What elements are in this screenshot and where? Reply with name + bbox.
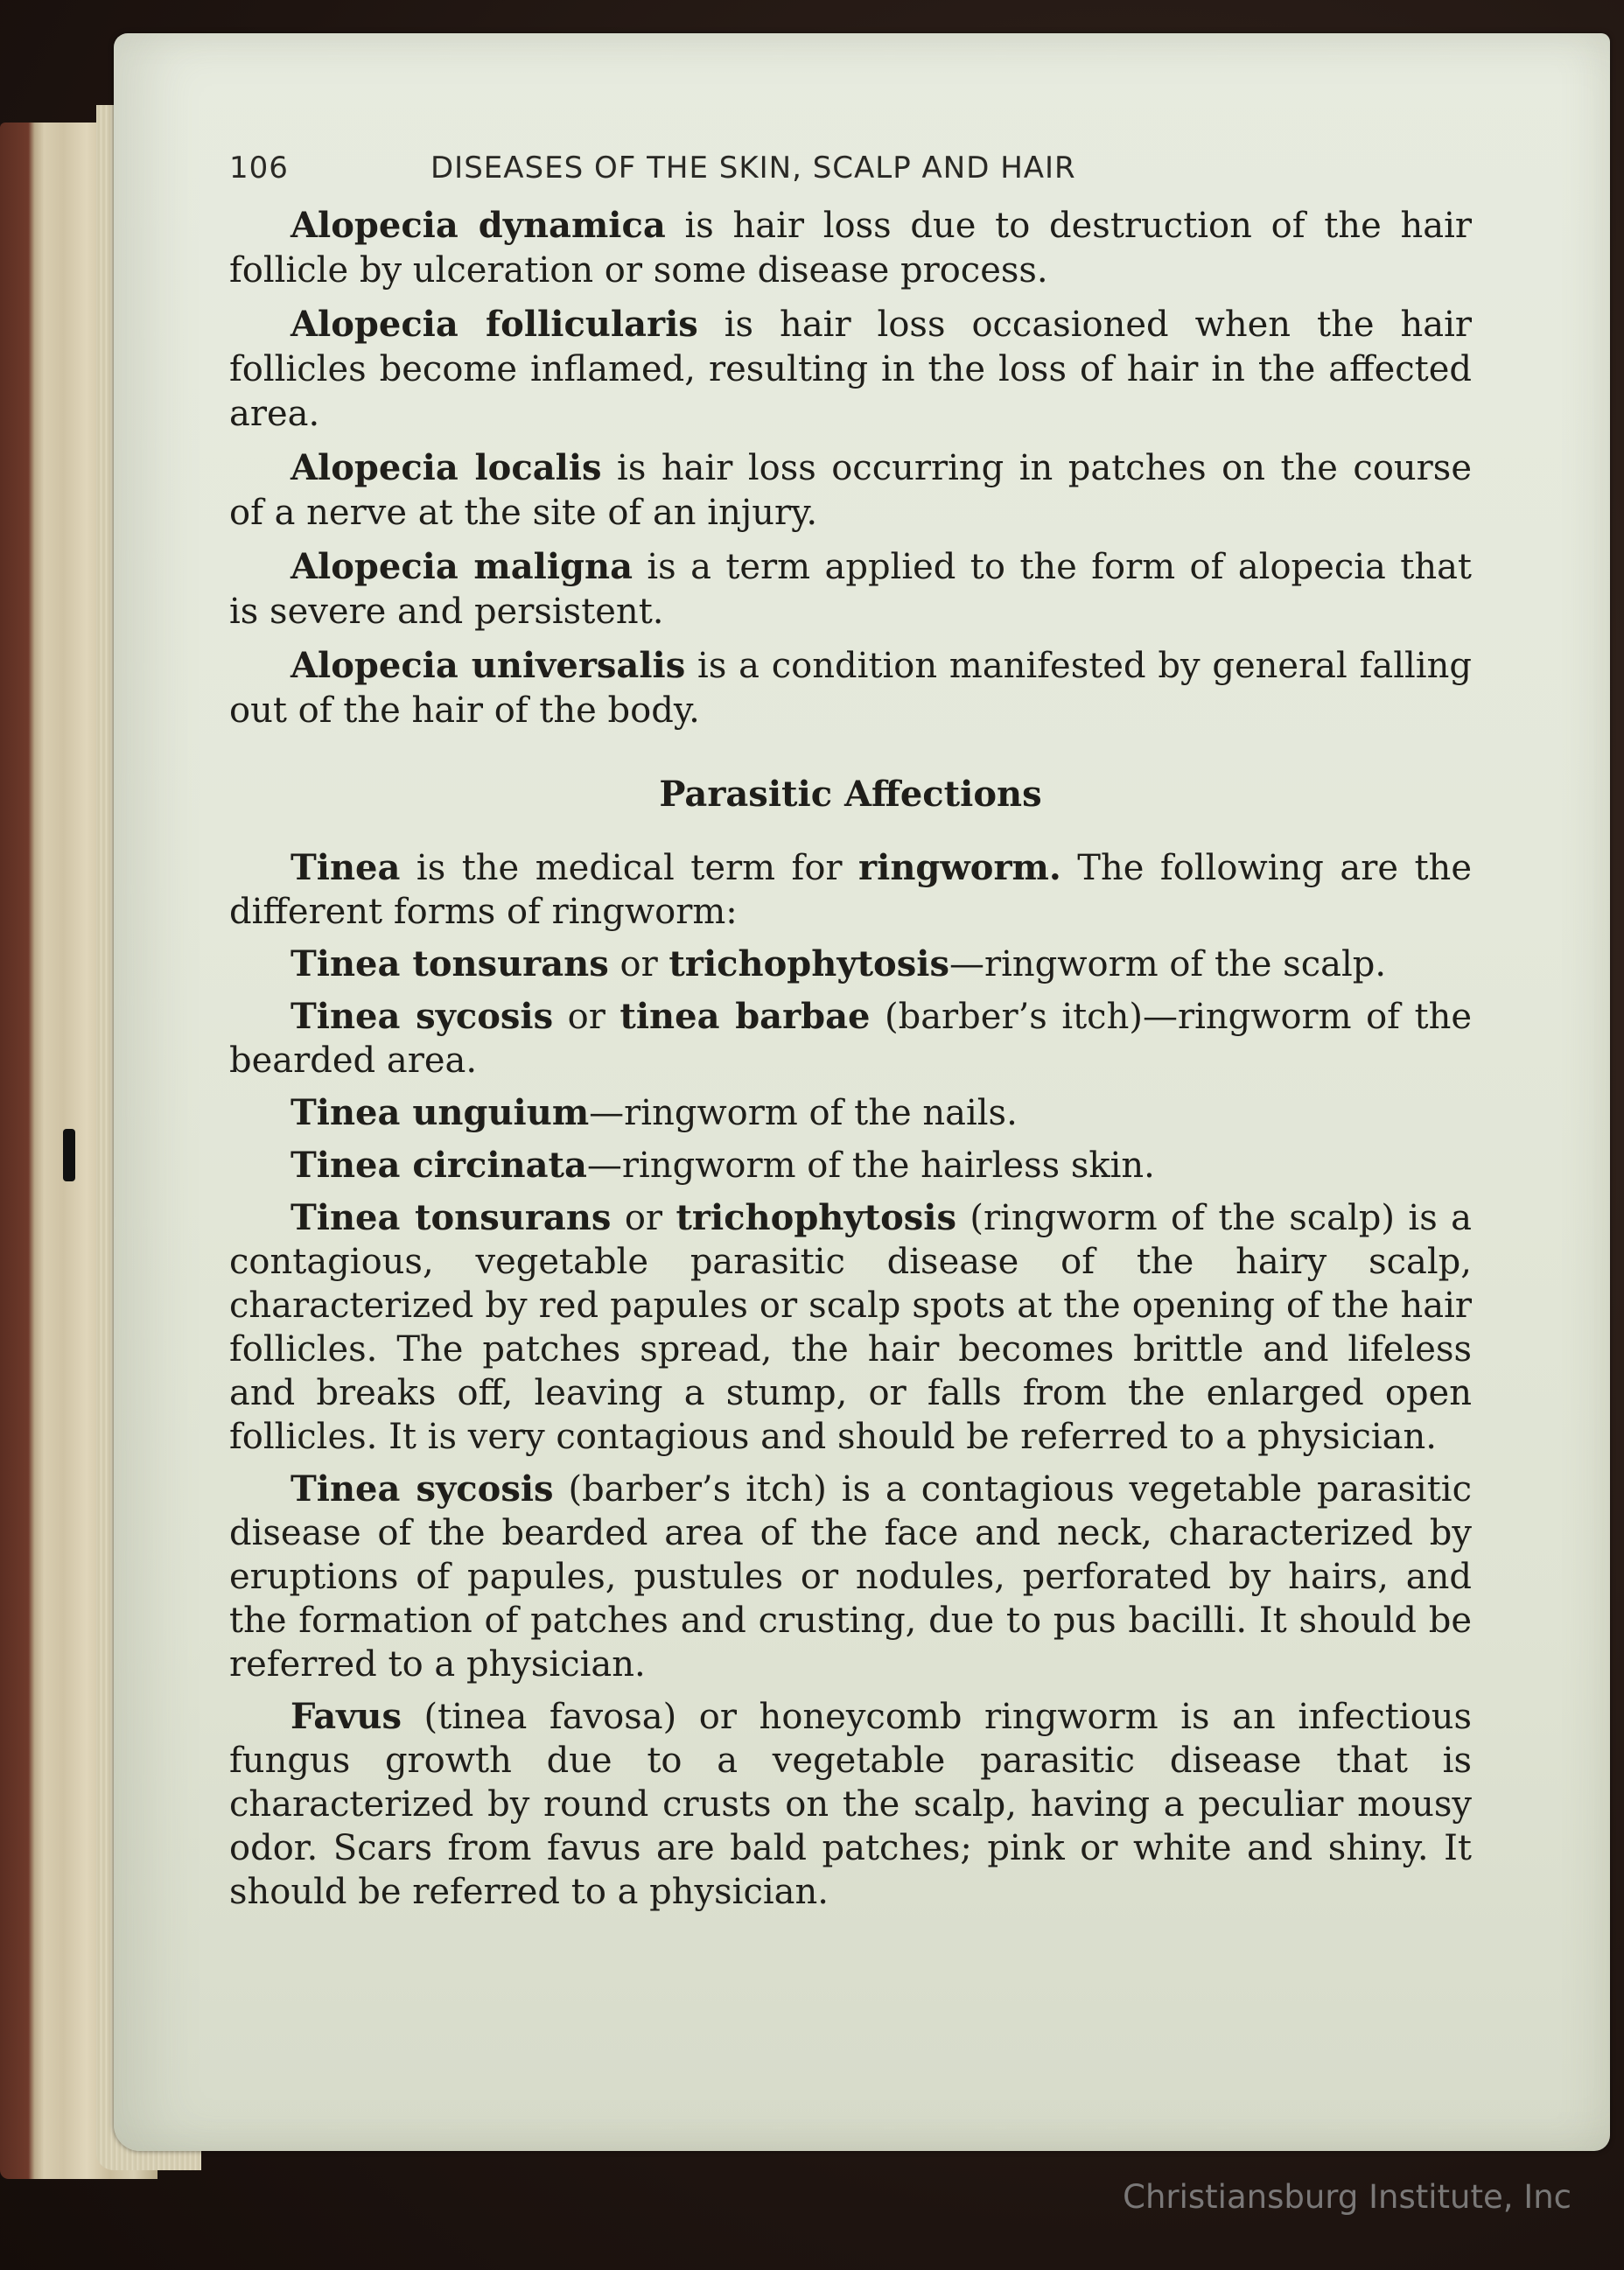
paragraph-form-tonsurans: Tinea tonsurans or trichophytosis—ringworm of the scalp. [290, 943, 1387, 984]
paragraph-alopecia-universalis: Alopecia universalis is a condition manifested by general falling out of the hair of the body. [229, 645, 1472, 731]
paragraph-detail-tonsurans: Tinea tonsurans or trichophytosis (ringworm of the scalp) is a contagious, vegetable parasitic disease of the hairy scalp, characterized by red papules or scalp spots at the opening of the hair follicles. The patches spread, the hair becomes brittle and lifeless and breaks off, leaving a stump, or falls from the enlarged open follicles. It is very contagious and should be referred to a physician. [229, 1197, 1472, 1457]
paragraph-detail-favus: Favus (tinea favosa) or honeycomb ringworm is an infectious fungus growth due to a vegetable parasitic disease that is characterized by round crusts on the scalp, having a peculiar mousy odor. Scars from favus are bald patches; pink or white and shiny. It should be referred to a physician. [229, 1696, 1472, 1912]
paragraph-form-unguium: Tinea unguium—ringworm of the nails. [290, 1092, 1018, 1133]
paragraph-alopecia-maligna: Alopecia maligna is a term applied to the form of alopecia that is severe and persistent. [229, 546, 1473, 632]
paragraph-tinea-intro: Tinea is the medical term for ringworm. The following are the different forms of ringworm: [229, 847, 1472, 932]
page-text [229, 151, 1472, 1923]
running-title: DISEASES OF THE SKIN, SCALP AND HAIR [430, 151, 1076, 186]
section-heading: Parasitic Affections [659, 774, 1042, 815]
parasitic-section [229, 846, 1472, 1914]
page-number: 106 [229, 151, 289, 186]
running-head [229, 151, 1472, 186]
paragraph-detail-sycosis: Tinea sycosis (barber’s itch) is a contagious vegetable parasitic disease of the bearded area of the face and neck, characterized by eruptions of papules, pustules or nodules, perforated by hairs, and the formation of patches and crusting, due to pus bacilli. It should be referred to a physician. [229, 1468, 1472, 1685]
paragraph-alopecia-follicularis: Alopecia follicularis is hair loss occasioned when the hair follicles become inflamed, resulting in the loss of hair in the affected area. [229, 304, 1472, 434]
paragraph-form-circinata: Tinea circinata—ringworm of the hairless skin. [290, 1145, 1155, 1186]
paragraph-alopecia-localis: Alopecia localis is hair loss occurring in patches on the course of a nerve at the site of an injury. [229, 447, 1473, 533]
paragraph-form-sycosis: Tinea sycosis or tinea barbae (barber’s itch)—ringworm of the bearded area. [229, 996, 1472, 1081]
spine-mark [63, 1129, 75, 1181]
watermark: Christiansburg Institute, Inc [1123, 2178, 1572, 2216]
paragraph-alopecia-dynamica: Alopecia dynamica is hair loss due to destruction of the hair follicle by ulceration or some disease process. [229, 205, 1472, 291]
